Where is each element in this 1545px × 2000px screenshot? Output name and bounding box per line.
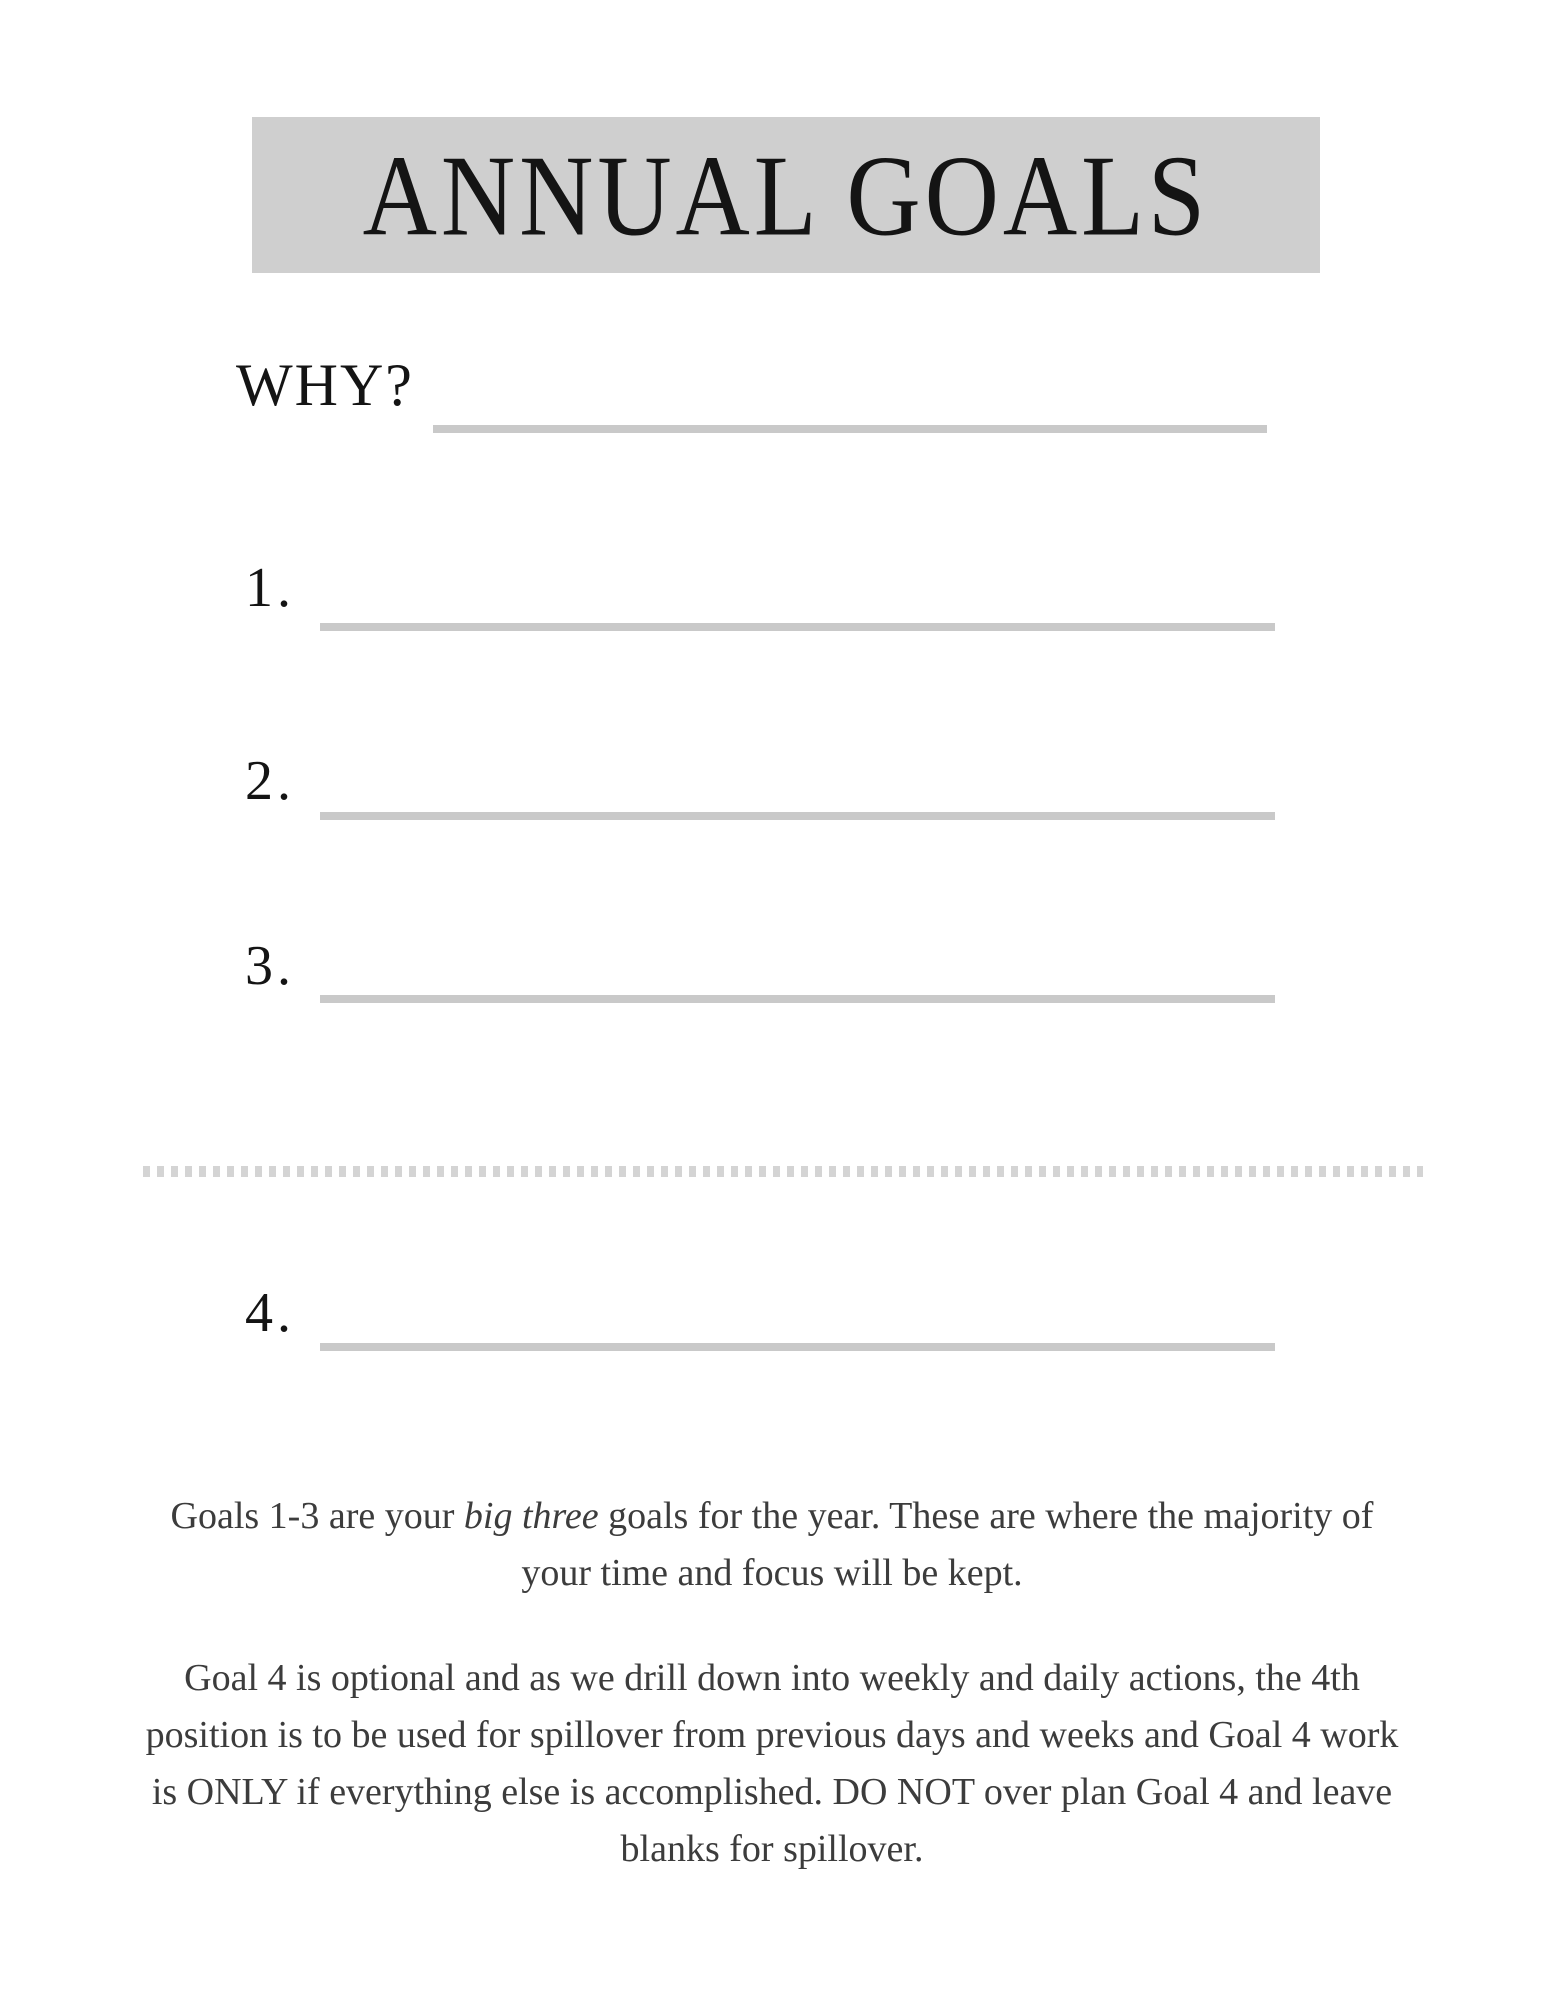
why-answer-line (433, 425, 1267, 433)
note-paragraph-1 (137, 1488, 1407, 1602)
page-title: ANNUAL GOALS (362, 130, 1210, 260)
instructions-notes (137, 1488, 1407, 1878)
note-1-lead: Goals 1-3 are your (170, 1495, 455, 1537)
title-banner (252, 117, 1320, 273)
note-paragraph-2: Goal 4 is optional and as we drill down into weekly and daily actions, the 4th position is to be used for spillover from previous days and weeks and Goal 4 work is ONLY if everything else is accomplished. DO NOT over plan Goal 4 and leave blanks for spillover. (145, 1657, 1399, 1870)
note-1-italic: big three (463, 1495, 599, 1537)
dashed-divider (143, 1166, 1423, 1177)
goal-number-3: 3. (245, 935, 295, 997)
goal-answer-line-2 (320, 812, 1275, 820)
goal-answer-line-3 (320, 995, 1275, 1003)
why-label: WHY? (236, 352, 414, 418)
goal-number-2: 2. (245, 750, 295, 812)
goal-number-1: 1. (245, 557, 295, 619)
note-1-tail: goals for the year. These are where the majority of your time and focus will be kept. (521, 1495, 1374, 1594)
goal-answer-line-1 (320, 623, 1275, 631)
goal-number-4: 4. (245, 1282, 295, 1344)
goal-answer-line-4 (320, 1343, 1275, 1351)
